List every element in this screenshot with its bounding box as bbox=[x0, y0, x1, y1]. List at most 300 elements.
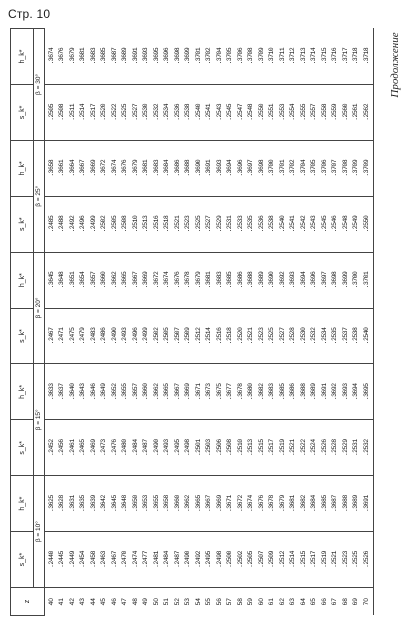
table-cell: .2521 bbox=[331, 532, 342, 588]
table-cell: .2542 bbox=[299, 196, 310, 252]
table-cell: .3671 bbox=[194, 364, 205, 420]
table-cell: .3667 bbox=[173, 364, 184, 420]
row-z-value: 48 bbox=[131, 598, 139, 606]
table-cell: .3662 bbox=[184, 476, 195, 532]
table-cell: .2534 bbox=[320, 308, 331, 364]
table-cell: .2559 bbox=[331, 84, 342, 140]
table-cell: .3657 bbox=[89, 252, 100, 308]
table-cell: .3692 bbox=[278, 252, 289, 308]
table-cell: .2522 bbox=[110, 84, 121, 140]
table-cell: .3685 bbox=[278, 364, 289, 420]
table-cell: .2503 bbox=[205, 420, 216, 476]
table-cell: .2440 bbox=[45, 532, 58, 588]
table-cell: .2536 bbox=[173, 84, 184, 140]
table-cell: .2480 bbox=[121, 420, 132, 476]
row-z-value: 60 bbox=[257, 598, 265, 606]
table-cell: .2550 bbox=[362, 196, 373, 252]
z-header: z bbox=[11, 588, 45, 616]
row-z-value: 49 bbox=[142, 598, 150, 606]
table-cell: .3635 bbox=[79, 476, 90, 532]
table-cell: .2490 bbox=[184, 532, 195, 588]
table-cell: .3628 bbox=[58, 476, 69, 532]
table-cell: .2519 bbox=[278, 420, 289, 476]
table-cell: .2467 bbox=[110, 532, 121, 588]
table-cell: .3676 bbox=[257, 476, 268, 532]
table-cell: .2452 bbox=[45, 420, 58, 476]
table-cell: .3649 bbox=[100, 364, 111, 420]
column-header-row bbox=[11, 29, 34, 616]
table-cell: .2535 bbox=[247, 196, 258, 252]
table-cell: .2525 bbox=[352, 532, 363, 588]
table-cell: .3683 bbox=[268, 364, 279, 420]
table-cell: .2520 bbox=[236, 308, 247, 364]
row-z-value: 42 bbox=[68, 598, 76, 606]
table-cell: .3705 bbox=[310, 140, 321, 196]
table-cell: .2527 bbox=[131, 84, 142, 140]
table-row bbox=[226, 29, 237, 616]
table-cell: .2465 bbox=[79, 420, 90, 476]
table-cell: .3679 bbox=[68, 29, 79, 85]
row-z-value: 43 bbox=[79, 598, 87, 606]
table-cell: .2470 bbox=[121, 532, 132, 588]
table-cell: .3662 bbox=[152, 364, 163, 420]
table-cell: .2525 bbox=[194, 196, 205, 252]
table-cell: .2458 bbox=[89, 532, 100, 588]
table-cell: .3669 bbox=[184, 364, 195, 420]
table-cell: .3672 bbox=[100, 140, 111, 196]
page-number: Стр. 10 bbox=[8, 7, 51, 21]
table-cell: .2557 bbox=[310, 84, 321, 140]
table-cell: .2495 bbox=[173, 420, 184, 476]
table-cell: .3676 bbox=[173, 252, 184, 308]
table-cell: .3645 bbox=[110, 476, 121, 532]
table-cell: .2549 bbox=[352, 196, 363, 252]
table-cell: .2505 bbox=[247, 532, 258, 588]
table-cell: .3667 bbox=[79, 140, 90, 196]
table-cell: .3652 bbox=[110, 364, 121, 420]
table-cell: .3674 bbox=[163, 252, 174, 308]
table-cell: .2487 bbox=[173, 532, 184, 588]
table-cell: .3708 bbox=[341, 140, 352, 196]
table-cell: .2500 bbox=[226, 532, 237, 588]
table-cell: .3694 bbox=[226, 140, 237, 196]
table-cell: .2532 bbox=[152, 84, 163, 140]
table-cell: .3661 bbox=[58, 140, 69, 196]
table-cell: .3657 bbox=[131, 364, 142, 420]
column-header: h_k* bbox=[11, 364, 34, 420]
table-cell: .2540 bbox=[194, 84, 205, 140]
table-cell: .3700 bbox=[352, 252, 363, 308]
table-cell: .2509 bbox=[268, 532, 279, 588]
table-cell: .3701 bbox=[278, 140, 289, 196]
table-cell: .3642 bbox=[100, 476, 111, 532]
table-cell: .2496 bbox=[131, 308, 142, 364]
table-cell: .3694 bbox=[352, 364, 363, 420]
table-cell: .2517 bbox=[89, 84, 100, 140]
table-cell: .3709 bbox=[352, 140, 363, 196]
table-cell: .2469 bbox=[89, 420, 100, 476]
table-cell: .3693 bbox=[142, 29, 153, 85]
table-cell: .2538 bbox=[352, 308, 363, 364]
table-cell: .2512 bbox=[194, 308, 205, 364]
table-cell: .2529 bbox=[341, 420, 352, 476]
table-cell: .3686 bbox=[289, 364, 300, 420]
table-cell: .2553 bbox=[278, 84, 289, 140]
table-cell: .2560 bbox=[341, 84, 352, 140]
table-row bbox=[184, 29, 195, 616]
column-header: h_k* bbox=[11, 140, 34, 196]
table-cell: .3640 bbox=[68, 364, 79, 420]
table-cell: .3676 bbox=[58, 29, 69, 85]
table-cell: .2533 bbox=[236, 196, 247, 252]
table-cell: .3691 bbox=[362, 476, 373, 532]
table-row bbox=[152, 29, 163, 616]
table-cell: .3673 bbox=[205, 364, 216, 420]
table-cell: .3693 bbox=[341, 364, 352, 420]
table-row bbox=[362, 29, 373, 616]
table-cell: .2541 bbox=[289, 196, 300, 252]
table-cell: .3706 bbox=[320, 140, 331, 196]
table-cell: .3692 bbox=[331, 364, 342, 420]
table-cell: .3711 bbox=[278, 29, 289, 85]
table-cell: .3699 bbox=[184, 29, 195, 85]
table-row bbox=[163, 29, 174, 616]
table-cell: .3631 bbox=[68, 476, 79, 532]
table-cell: .2485 bbox=[45, 196, 58, 252]
table-cell: .3696 bbox=[310, 252, 321, 308]
table-cell: .3701 bbox=[362, 252, 373, 308]
table-cell: .3683 bbox=[215, 252, 226, 308]
table-row bbox=[257, 29, 268, 616]
table-cell: .2513 bbox=[247, 420, 258, 476]
table-cell: .2508 bbox=[58, 84, 69, 140]
table-cell: .2490 bbox=[152, 420, 163, 476]
table-cell: .2515 bbox=[257, 420, 268, 476]
row-z-value: 67 bbox=[331, 598, 339, 606]
table-cell: .2492 bbox=[68, 196, 79, 252]
table-cell: .2509 bbox=[184, 308, 195, 364]
table-cell: .3648 bbox=[58, 252, 69, 308]
table-cell: .2517 bbox=[268, 420, 279, 476]
table-cell: .2514 bbox=[289, 532, 300, 588]
table-cell: .2505 bbox=[163, 308, 174, 364]
column-header: s_k* bbox=[11, 420, 34, 476]
table-cell: .2530 bbox=[299, 308, 310, 364]
table-row bbox=[194, 29, 205, 616]
table-row bbox=[215, 29, 226, 616]
table-cell: .3707 bbox=[331, 140, 342, 196]
table-cell: .3691 bbox=[131, 29, 142, 85]
table-row bbox=[45, 29, 58, 616]
table-cell: .2528 bbox=[331, 420, 342, 476]
table-cell: .2520 bbox=[100, 84, 111, 140]
table-cell: .3674 bbox=[110, 140, 121, 196]
table-cell: .3680 bbox=[247, 364, 258, 420]
table-cell: .2476 bbox=[110, 420, 121, 476]
table-cell: .3671 bbox=[226, 476, 237, 532]
table-cell: .2502 bbox=[152, 308, 163, 364]
table-cell: .3697 bbox=[247, 140, 258, 196]
table-cell: .2508 bbox=[121, 196, 132, 252]
table-cell: .2545 bbox=[226, 84, 237, 140]
table-cell: .2496 bbox=[79, 196, 90, 252]
table-row bbox=[247, 29, 258, 616]
table-cell: .2512 bbox=[278, 532, 289, 588]
beta-header-row bbox=[34, 29, 45, 616]
row-z-value: 56 bbox=[215, 598, 223, 606]
table-cell: .2498 bbox=[184, 420, 195, 476]
table-row bbox=[331, 29, 342, 616]
table-cell: .3709 bbox=[362, 140, 373, 196]
table-cell: .2545 bbox=[320, 196, 331, 252]
beta-group-header: β = 25° bbox=[34, 140, 45, 252]
table-cell: .3688 bbox=[341, 476, 352, 532]
table-cell: .3690 bbox=[194, 140, 205, 196]
table-cell: .2527 bbox=[278, 308, 289, 364]
table-cell: .2527 bbox=[205, 196, 216, 252]
table-cell: .2540 bbox=[362, 308, 373, 364]
row-z-value: 46 bbox=[110, 598, 118, 606]
table-cell: .2558 bbox=[320, 84, 331, 140]
table-cell: .2534 bbox=[163, 84, 174, 140]
table-cell: .3655 bbox=[121, 364, 132, 420]
table-cell: .3698 bbox=[331, 252, 342, 308]
row-z-value: 66 bbox=[320, 598, 328, 606]
table-cell: .3704 bbox=[299, 140, 310, 196]
table-cell: .2538 bbox=[268, 196, 279, 252]
table-cell: .2473 bbox=[100, 420, 111, 476]
table-cell: .3684 bbox=[163, 140, 174, 196]
table-cell: .2548 bbox=[247, 84, 258, 140]
table-cell: .3693 bbox=[289, 252, 300, 308]
table-cell: .3678 bbox=[268, 476, 279, 532]
table-cell: .2538 bbox=[184, 84, 195, 140]
table-cell: .3714 bbox=[310, 29, 321, 85]
table-cell: .2510 bbox=[236, 420, 247, 476]
table-cell: .3679 bbox=[278, 476, 289, 532]
table-cell: .2555 bbox=[299, 84, 310, 140]
table-row bbox=[310, 29, 321, 616]
table-cell: .3708 bbox=[247, 29, 258, 85]
table-cell: .3698 bbox=[257, 140, 268, 196]
table-cell: .2519 bbox=[320, 532, 331, 588]
table-cell: .3699 bbox=[341, 252, 352, 308]
table-cell: .2471 bbox=[58, 308, 69, 364]
table-cell: .2531 bbox=[226, 196, 237, 252]
row-z-value: 65 bbox=[310, 598, 318, 606]
table-cell: .3677 bbox=[226, 364, 237, 420]
table-cell: .2518 bbox=[226, 308, 237, 364]
table-cell: .2523 bbox=[341, 532, 352, 588]
table-row bbox=[142, 29, 153, 616]
table-cell: .3717 bbox=[341, 29, 352, 85]
table-cell: .2525 bbox=[121, 84, 132, 140]
table-cell: .3665 bbox=[194, 476, 205, 532]
table-cell: .2518 bbox=[163, 196, 174, 252]
table-cell: .3685 bbox=[100, 29, 111, 85]
table-row bbox=[299, 29, 310, 616]
table-cell: .3685 bbox=[320, 476, 331, 532]
table-cell: .3678 bbox=[236, 364, 247, 420]
table-cell: .2551 bbox=[268, 84, 279, 140]
table-cell: .2445 bbox=[58, 532, 69, 588]
table-cell: .2525 bbox=[268, 308, 279, 364]
rotated-table-area bbox=[10, 28, 403, 616]
table-cell: .3682 bbox=[257, 364, 268, 420]
table-row bbox=[341, 29, 352, 616]
table-cell: .2529 bbox=[215, 196, 226, 252]
table-cell: .3696 bbox=[163, 29, 174, 85]
table-cell: .2532 bbox=[362, 420, 373, 476]
table-cell: .3667 bbox=[131, 252, 142, 308]
table-cell: .2515 bbox=[299, 532, 310, 588]
table-row bbox=[68, 29, 79, 616]
table-cell: .3681 bbox=[79, 29, 90, 85]
table-cell: .2523 bbox=[257, 308, 268, 364]
table-cell: .2505 bbox=[110, 196, 121, 252]
table-cell: .3706 bbox=[236, 29, 247, 85]
table-cell: .2461 bbox=[68, 420, 79, 476]
table-cell: .2511 bbox=[68, 84, 79, 140]
table-row bbox=[79, 29, 90, 616]
table-cell: .3689 bbox=[257, 252, 268, 308]
table-cell: .2562 bbox=[362, 84, 373, 140]
table-row bbox=[236, 29, 247, 616]
table-cell: .3686 bbox=[173, 140, 184, 196]
table-cell: .3688 bbox=[247, 252, 258, 308]
table-cell: .2454 bbox=[79, 532, 90, 588]
table-cell: .3694 bbox=[299, 252, 310, 308]
table-cell: .3691 bbox=[205, 140, 216, 196]
row-z-value: 54 bbox=[194, 598, 202, 606]
table-cell: .2505 bbox=[45, 84, 58, 140]
table-row bbox=[205, 29, 216, 616]
table-cell: .2535 bbox=[331, 308, 342, 364]
beta-group-header: β = 30° bbox=[34, 29, 45, 141]
beta-group-header: β = 20° bbox=[34, 252, 45, 364]
table-cell: .2456 bbox=[58, 420, 69, 476]
table-cell: .3674 bbox=[45, 29, 58, 85]
table-cell: .2502 bbox=[236, 532, 247, 588]
table-cell: .3643 bbox=[79, 364, 90, 420]
table-cell: .2449 bbox=[68, 532, 79, 588]
row-z-value: 61 bbox=[268, 598, 276, 606]
row-z-value: 63 bbox=[289, 598, 297, 606]
table-cell: .2463 bbox=[100, 532, 111, 588]
table-cell: .3713 bbox=[299, 29, 310, 85]
table-cell: .2502 bbox=[100, 196, 111, 252]
table-cell: .3718 bbox=[362, 29, 373, 85]
table-cell: .3651 bbox=[68, 252, 79, 308]
table-cell: .2475 bbox=[68, 308, 79, 364]
table-cell: .2498 bbox=[215, 532, 226, 588]
table-cell: .2506 bbox=[215, 420, 226, 476]
table-cell: .3702 bbox=[289, 140, 300, 196]
row-z-value: 51 bbox=[163, 598, 171, 606]
table-cell: .2531 bbox=[352, 420, 363, 476]
table-cell: .2487 bbox=[142, 420, 153, 476]
table-cell: .3662 bbox=[110, 252, 121, 308]
table-cell: .2488 bbox=[58, 196, 69, 252]
table-cell: .3716 bbox=[331, 29, 342, 85]
table-row bbox=[278, 29, 289, 616]
table-cell: .2481 bbox=[152, 532, 163, 588]
table-frame bbox=[10, 28, 403, 616]
row-z-value: 41 bbox=[58, 598, 66, 606]
table-cell: .3633 bbox=[45, 364, 58, 420]
column-header: s_k* bbox=[11, 84, 34, 140]
table-cell: .2499 bbox=[142, 308, 153, 364]
table-cell: .3675 bbox=[215, 364, 226, 420]
table-cell: .2547 bbox=[236, 84, 247, 140]
table-cell: .2524 bbox=[310, 420, 321, 476]
table-cell: .3672 bbox=[152, 252, 163, 308]
table-cell: .3678 bbox=[184, 252, 195, 308]
table-cell: .3679 bbox=[194, 252, 205, 308]
table-cell: .2523 bbox=[184, 196, 195, 252]
row-z-value: 40 bbox=[47, 598, 55, 606]
table-cell: .3669 bbox=[215, 476, 226, 532]
table-cell: .3691 bbox=[320, 364, 331, 420]
table-cell: .2550 bbox=[257, 84, 268, 140]
table-cell: .3709 bbox=[257, 29, 268, 85]
table-row bbox=[268, 29, 279, 616]
table-cell: .2499 bbox=[89, 196, 100, 252]
column-header: h_k* bbox=[11, 29, 34, 85]
table-cell: .3655 bbox=[152, 476, 163, 532]
table-cell: .3679 bbox=[131, 140, 142, 196]
table-cell: .2516 bbox=[152, 196, 163, 252]
beta-group-header: β = 15° bbox=[34, 364, 45, 476]
row-z-value: 55 bbox=[205, 598, 213, 606]
row-z-value: 69 bbox=[352, 598, 360, 606]
table-cell: .3702 bbox=[205, 29, 216, 85]
table-cell: .2526 bbox=[362, 532, 373, 588]
table-cell: .3689 bbox=[310, 364, 321, 420]
table-cell: .3698 bbox=[173, 29, 184, 85]
column-header: s_k* bbox=[11, 532, 34, 588]
table-cell: .2546 bbox=[331, 196, 342, 252]
row-z-value: 52 bbox=[173, 598, 181, 606]
table-cell: .3639 bbox=[89, 476, 100, 532]
table-cell: .3704 bbox=[215, 29, 226, 85]
table-cell: .3669 bbox=[142, 252, 153, 308]
table-cell: .3646 bbox=[89, 364, 100, 420]
table-cell: .2486 bbox=[100, 308, 111, 364]
table-cell: .3710 bbox=[268, 29, 279, 85]
table-cell: .2495 bbox=[205, 532, 216, 588]
row-z-value: 47 bbox=[121, 598, 129, 606]
column-header: h_k* bbox=[11, 476, 34, 532]
table-cell: .2521 bbox=[173, 196, 184, 252]
table-cell: .3696 bbox=[236, 140, 247, 196]
table-row bbox=[58, 29, 69, 616]
row-z-value: 44 bbox=[89, 598, 97, 606]
table-cell: .3705 bbox=[226, 29, 237, 85]
table-cell: .3718 bbox=[352, 29, 363, 85]
table-cell: .2484 bbox=[131, 420, 142, 476]
table-cell: .2510 bbox=[131, 196, 142, 252]
table-cell: .3681 bbox=[142, 140, 153, 196]
table-cell: .2514 bbox=[79, 84, 90, 140]
table-cell: .2528 bbox=[289, 308, 300, 364]
table-cell: .2517 bbox=[310, 532, 321, 588]
table-cell: .3687 bbox=[110, 29, 121, 85]
table-cell: .3688 bbox=[299, 364, 310, 420]
table-cell: .2522 bbox=[299, 420, 310, 476]
table-cell: .3686 bbox=[236, 252, 247, 308]
values-table bbox=[10, 28, 374, 616]
